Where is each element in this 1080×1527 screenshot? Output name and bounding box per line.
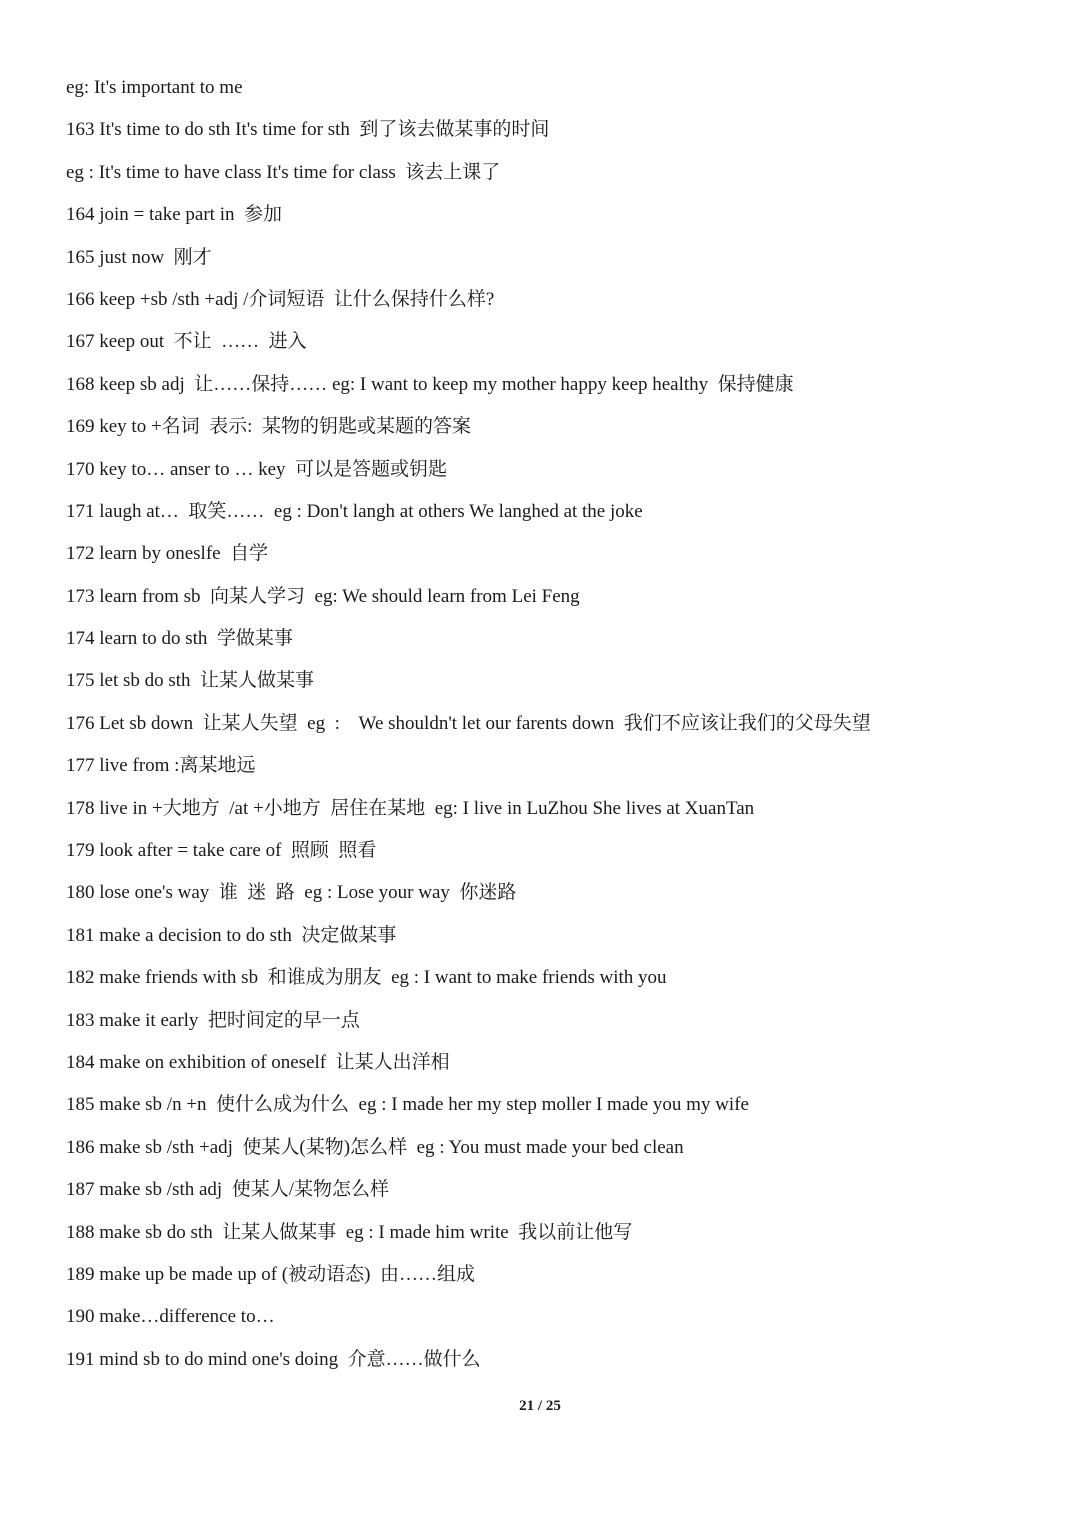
text-line: 166 keep +sb /sth +adj /介词短语 让什么保持什么样?: [66, 288, 495, 310]
text-line: 185 make sb /n +n 使什么成为什么 eg : I made her my step moller I made you my wife: [66, 1094, 749, 1116]
text-line: 172 learn by oneslfe 自学: [66, 543, 269, 565]
text-line: 168 keep sb adj 让……保持…… eg: I want to keep my mother happy keep healthy 保持健康: [66, 373, 794, 395]
text-line: 187 make sb /sth adj 使某人/某物怎么样: [66, 1179, 389, 1201]
text-line: eg : It's time to have class It's time for class 该去上课了: [66, 161, 501, 183]
text-line: 170 key to… anser to … key 可以是答题或钥匙: [66, 458, 448, 480]
text-line: 188 make sb do sth 让某人做某事 eg : I made him write 我以前让他写: [66, 1221, 633, 1243]
text-line: 163 It's time to do sth It's time for sth 到了该去做某事的时间: [66, 119, 550, 141]
text-line: 165 just now 刚才: [66, 246, 212, 268]
text-line: 189 make up be made up of (被动语态) 由……组成: [66, 1263, 475, 1285]
text-line: 175 let sb do sth 让某人做某事: [66, 670, 315, 692]
text-line: 182 make friends with sb 和谁成为朋友 eg : I want to make friends with you: [66, 967, 667, 989]
text-line: 178 live in +大地方 /at +小地方 居住在某地 eg: I live in LuZhou She lives at XuanTan: [66, 797, 755, 819]
text-line: 164 join = take part in 参加: [66, 204, 282, 226]
text-line: 171 laugh at… 取笑…… eg : Don't langh at others We langhed at the joke: [66, 500, 643, 522]
text-line: 179 look after = take care of 照顾 照看: [66, 840, 377, 862]
text-line: 181 make a decision to do sth 决定做某事: [66, 924, 397, 946]
text-line: 177 live from :离某地远: [66, 755, 256, 777]
vocabulary-list: [66, 72, 1026, 1386]
text-line: 176 Let sb down 让某人失望 eg : We shouldn't let our farents down 我们不应该让我们的父母失望: [66, 712, 871, 734]
text-line: 167 keep out 不让 …… 进入: [66, 331, 307, 353]
text-line: 190 make…difference to…: [66, 1306, 275, 1328]
page-number: 21 / 25: [519, 1398, 561, 1414]
text-line: 184 make on exhibition of oneself 让某人出洋相: [66, 1051, 450, 1073]
text-line: 169 key to +名词 表示: 某物的钥匙或某题的答案: [66, 416, 471, 438]
text-line: 186 make sb /sth +adj 使某人(某物)怎么样 eg : You must made your bed clean: [66, 1136, 684, 1158]
text-line: 180 lose one's way 谁 迷 路 eg : Lose your way 你迷路: [66, 882, 517, 904]
text-line: 183 make it early 把时间定的早一点: [66, 1009, 360, 1031]
text-line: 191 mind sb to do mind one's doing 介意……做什么: [66, 1348, 481, 1370]
text-line: 173 learn from sb 向某人学习 eg: We should learn from Lei Feng: [66, 585, 580, 607]
text-line: eg: It's important to me: [66, 77, 243, 98]
text-line: 174 learn to do sth 学做某事: [66, 628, 293, 650]
